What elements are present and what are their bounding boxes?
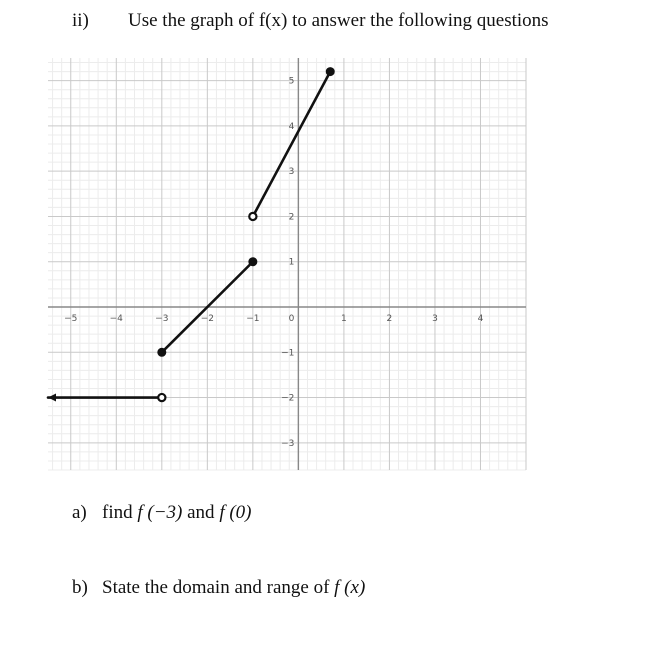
y-tick-label: 4 xyxy=(288,121,295,132)
y-tick-label: 3 xyxy=(288,167,295,178)
y-tick-label: −3 xyxy=(281,438,295,449)
x-tick-label: 4 xyxy=(477,314,484,325)
origin-label: 0 xyxy=(288,314,295,325)
y-tick-label: 5 xyxy=(288,76,295,87)
x-tick-label: −1 xyxy=(246,314,260,325)
grid-major-lines xyxy=(48,58,526,470)
x-tick-label: −2 xyxy=(200,314,214,325)
axes xyxy=(48,58,526,470)
question-a-pre: find xyxy=(102,502,138,523)
question-b-pre: State the domain and range of xyxy=(102,577,335,598)
x-tick-label: −5 xyxy=(64,314,78,325)
y-tick-label: 2 xyxy=(288,212,295,223)
y-tick-label: −2 xyxy=(281,393,295,404)
open-endpoint xyxy=(249,213,256,220)
question-a xyxy=(72,502,252,524)
question-instruction: Use the graph of f(x) to answer the following questions xyxy=(128,10,549,31)
x-tick-label: −4 xyxy=(109,314,123,325)
question-number: ii) xyxy=(72,10,89,31)
y-tick-label: −1 xyxy=(281,348,295,359)
question-a-expr1: f (−3) xyxy=(137,502,183,523)
closed-endpoint xyxy=(327,68,334,75)
tick-labels xyxy=(64,77,483,449)
closed-endpoint xyxy=(158,349,165,356)
question-b xyxy=(72,577,365,599)
x-tick-label: 1 xyxy=(341,314,347,325)
question-a-mid: and xyxy=(182,502,220,523)
question-a-label: a) xyxy=(72,502,87,523)
closed-endpoint xyxy=(249,258,256,265)
question-a-expr2: f (0) xyxy=(219,502,252,523)
x-tick-label: −3 xyxy=(155,314,169,325)
x-tick-label: 2 xyxy=(386,314,393,325)
y-tick-label: 1 xyxy=(288,257,295,268)
open-endpoint xyxy=(158,394,165,401)
x-tick-label: 3 xyxy=(432,314,438,325)
question-header xyxy=(0,10,662,36)
question-b-label: b) xyxy=(72,577,88,598)
arrow-head xyxy=(48,394,56,402)
question-b-expr1: f (x) xyxy=(334,577,366,598)
grid-minor-lines xyxy=(48,58,526,470)
